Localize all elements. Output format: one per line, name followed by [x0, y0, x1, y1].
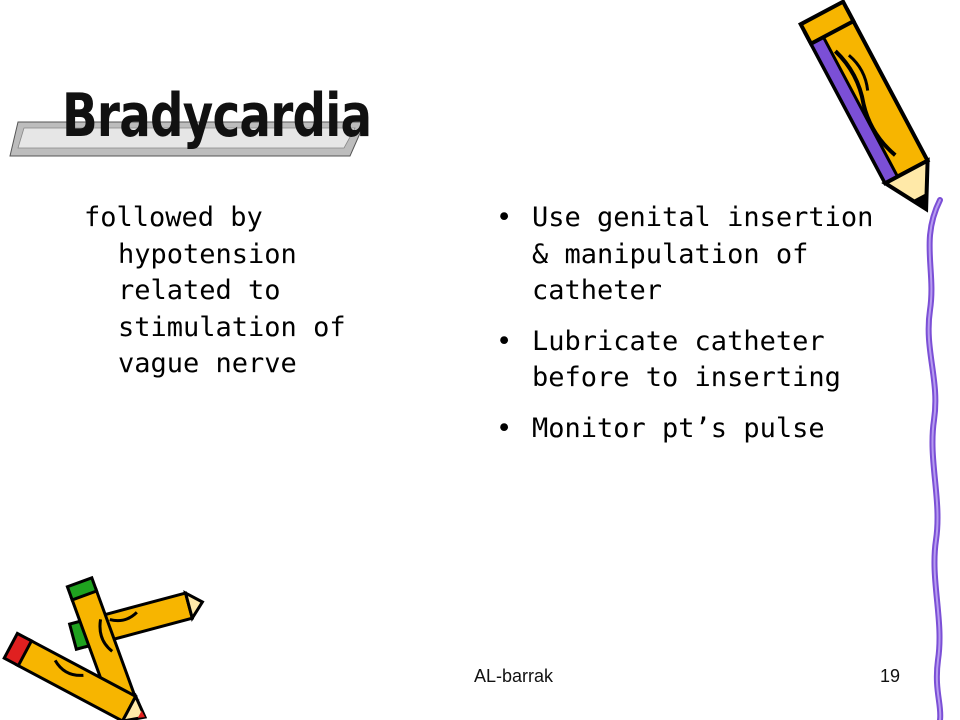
left-paragraph: followed by hypotension related to stimulation of vague nerve — [84, 202, 346, 379]
left-text-block — [84, 200, 384, 383]
pencil-clipart-icon — [800, 0, 950, 230]
right-bullet-list — [494, 200, 874, 461]
squiggle-line-decoration — [900, 200, 950, 720]
bullet-text: Use genital insertion & manipulation of catheter — [532, 202, 874, 306]
list-item — [494, 411, 874, 448]
bullet-text: Lubricate catheter before to inserting — [532, 325, 841, 393]
pencils-clipart-icon — [0, 575, 200, 720]
footer-author: AL-barrak — [474, 666, 554, 686]
slide-title-area — [10, 82, 430, 172]
bullet-text: Monitor pt’s pulse — [532, 412, 825, 444]
page-number: 19 — [880, 666, 901, 686]
bullet-marker: • — [496, 325, 513, 357]
bullet-marker: • — [496, 202, 513, 233]
bullet-marker: • — [496, 412, 513, 444]
list-item — [494, 324, 874, 397]
page-title: Bradycardia — [62, 81, 372, 151]
